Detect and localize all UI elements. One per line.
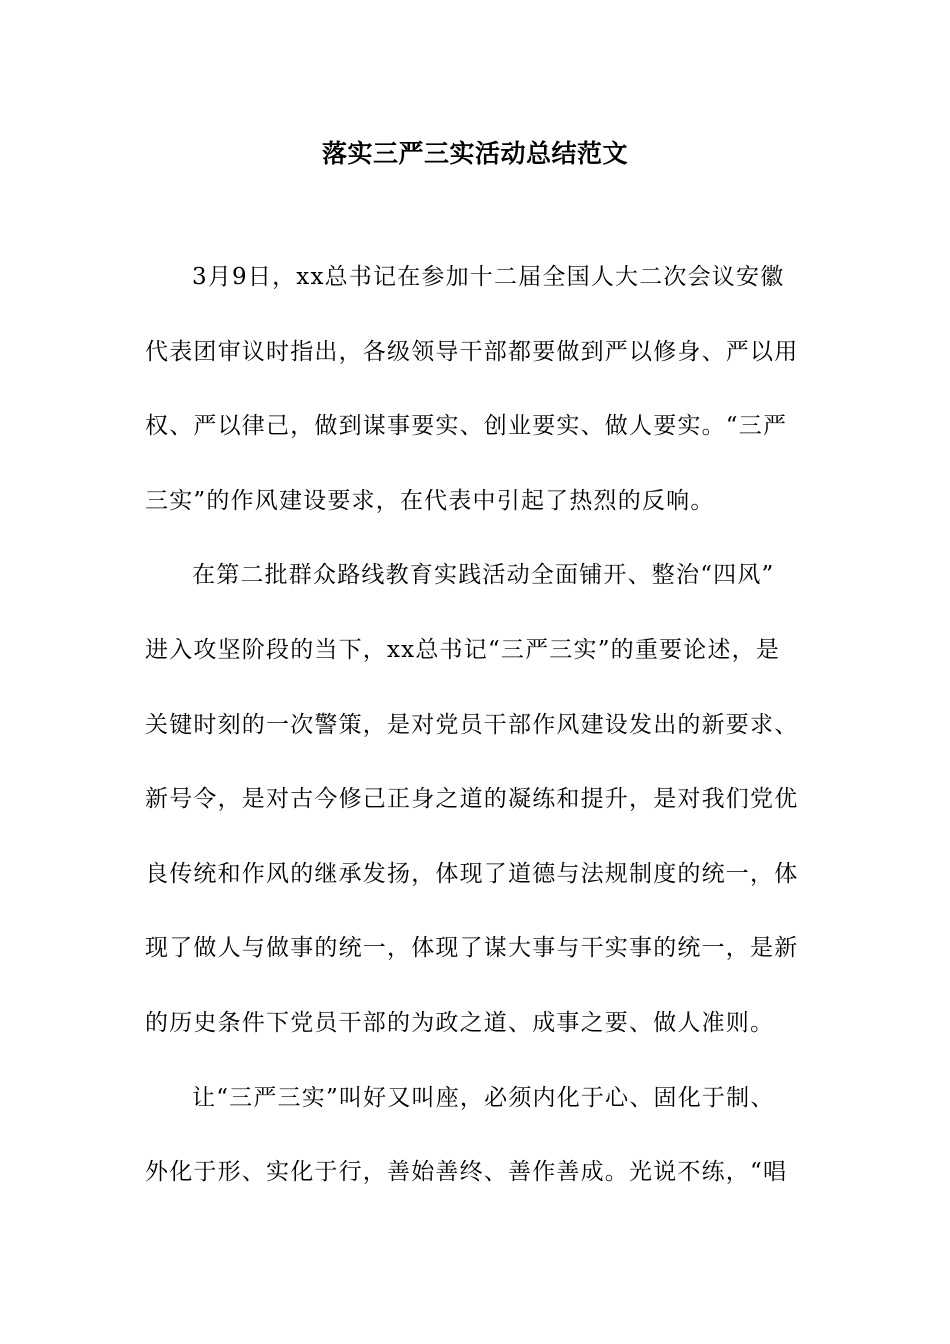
document-title: 落实三严三实活动总结范文: [321, 139, 628, 168]
paragraph-2-line-4: 新号令，是对古今修己正身之道的凝练和提升，是对我们党优: [145, 786, 799, 813]
paragraph-3-line-2: 外化于形、实化于行，善始善终、善作善成。光说不练，“唱: [145, 1159, 788, 1186]
paragraph-2-line-3: 关键时刻的一次警策，是对党员干部作风建设发出的新要求、: [145, 711, 799, 738]
paragraph-2-line-1: 在第二批群众路线教育实践活动全面铺开、整治“四风”: [192, 562, 775, 589]
paragraph-3-line-1: 让“三严三实”叫好又叫座，必须内化于心、固化于制、: [192, 1084, 775, 1111]
paragraph-2-line-7: 的历史条件下党员干部的为政之道、成事之要、做人准则。: [145, 1009, 775, 1036]
paragraph-1-line-4: 三实”的作风建设要求，在代表中引起了热烈的反响。: [145, 487, 715, 514]
paragraph-1-line-1: 3月9日，xx总书记在参加十二届全国人大二次会议安徽: [192, 264, 785, 290]
paragraph-2-line-2: 进入攻坚阶段的当下，xx总书记“三严三实”的重要论述，是: [145, 636, 781, 663]
paragraph-2-line-6: 现了做人与做事的统一，体现了谋大事与干实事的统一，是新: [145, 935, 799, 962]
paragraph-1-line-2: 代表团审议时指出，各级领导干部都要做到严以修身、严以用: [145, 338, 799, 365]
paragraph-1-line-3: 权、严以律己，做到谋事要实、创业要实、做人要实。“三严: [145, 413, 788, 440]
paragraph-2-line-5: 良传统和作风的继承发扬，体现了道德与法规制度的统一，体: [145, 860, 799, 887]
document-body: [145, 258, 805, 1228]
